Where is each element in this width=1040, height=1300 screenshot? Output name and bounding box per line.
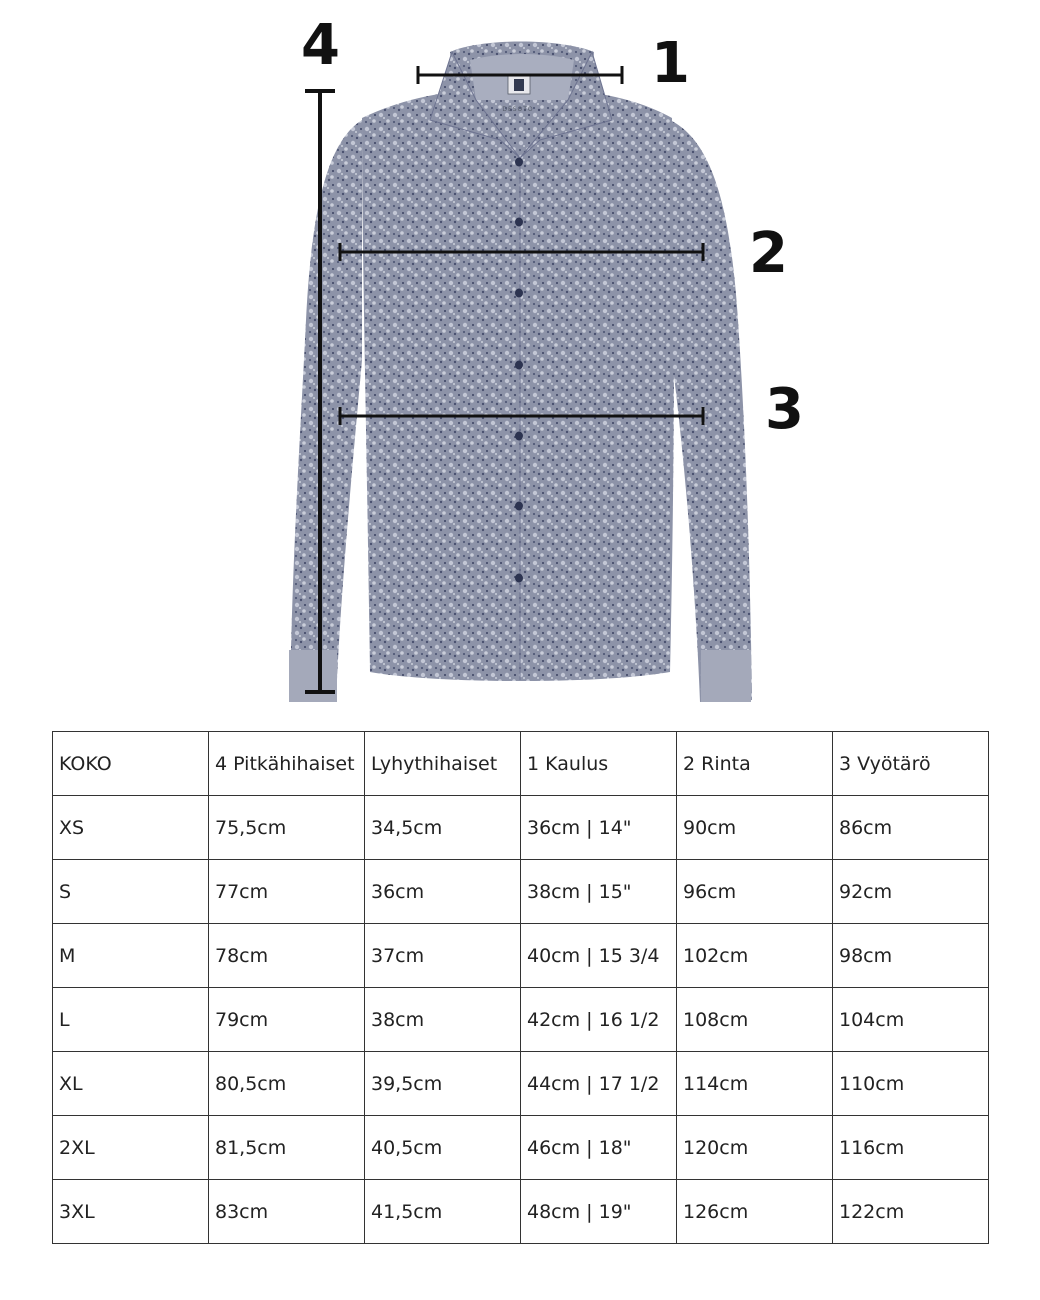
table-cell: 92cm xyxy=(833,860,989,924)
label-logo xyxy=(514,79,524,91)
table-cell: S xyxy=(53,860,209,924)
table-cell: 120cm xyxy=(677,1116,833,1180)
table-cell: 110cm xyxy=(833,1052,989,1116)
table-row xyxy=(53,1052,989,1116)
table-cell: 79cm xyxy=(209,988,365,1052)
table-cell: 44cm | 17 1/2 xyxy=(521,1052,677,1116)
table-cell: 98cm xyxy=(833,924,989,988)
marker-3-waist: 3 xyxy=(765,377,804,442)
table-cell: 78cm xyxy=(209,924,365,988)
table-header-row xyxy=(53,732,989,796)
left-sleeve xyxy=(290,120,362,702)
header-cell-short-sleeve: Lyhythihaiset xyxy=(365,732,521,796)
table-row xyxy=(53,1116,989,1180)
table-cell: 40,5cm xyxy=(365,1116,521,1180)
table-cell: 38cm xyxy=(365,988,521,1052)
table-cell: 90cm xyxy=(677,796,833,860)
right-sleeve xyxy=(670,120,752,702)
table-cell: 80,5cm xyxy=(209,1052,365,1116)
marker-1-collar: 1 xyxy=(651,31,690,96)
table-cell: 46cm | 18" xyxy=(521,1116,677,1180)
table-cell: 40cm | 15 3/4 xyxy=(521,924,677,988)
table-cell: 86cm xyxy=(833,796,989,860)
header-cell-chest: 2 Rinta xyxy=(677,732,833,796)
header-cell-size: KOKO xyxy=(53,732,209,796)
shirt-body xyxy=(362,88,674,681)
table-cell: 108cm xyxy=(677,988,833,1052)
table-row xyxy=(53,988,989,1052)
table-cell: 77cm xyxy=(209,860,365,924)
table-cell: 75,5cm xyxy=(209,796,365,860)
table-row xyxy=(53,796,989,860)
left-cuff xyxy=(289,650,337,702)
table-cell: 38cm | 15" xyxy=(521,860,677,924)
table-cell: XL xyxy=(53,1052,209,1116)
table-cell: 3XL xyxy=(53,1180,209,1244)
table-cell: 41,5cm xyxy=(365,1180,521,1244)
marker-4-length: 4 xyxy=(301,13,340,78)
table-cell: 116cm xyxy=(833,1116,989,1180)
table-cell: 104cm xyxy=(833,988,989,1052)
table-cell: 2XL xyxy=(53,1116,209,1180)
table-cell: M xyxy=(53,924,209,988)
header-cell-collar: 1 Kaulus xyxy=(521,732,677,796)
table-row xyxy=(53,1180,989,1244)
brand-label: DESOTO xyxy=(502,106,534,113)
table-cell: 36cm | 14" xyxy=(521,796,677,860)
header-cell-long-sleeve: 4 Pitkähihaiset xyxy=(209,732,365,796)
table-cell: 39,5cm xyxy=(365,1052,521,1116)
size-table xyxy=(52,731,989,1244)
table-cell: L xyxy=(53,988,209,1052)
table-cell: 37cm xyxy=(365,924,521,988)
table-cell: 126cm xyxy=(677,1180,833,1244)
table-cell: XS xyxy=(53,796,209,860)
table-cell: 48cm | 19" xyxy=(521,1180,677,1244)
right-cuff xyxy=(701,650,751,702)
table-cell: 36cm xyxy=(365,860,521,924)
marker-2-chest: 2 xyxy=(749,221,788,286)
table-cell: 34,5cm xyxy=(365,796,521,860)
table-cell: 102cm xyxy=(677,924,833,988)
table-cell: 114cm xyxy=(677,1052,833,1116)
table-cell: 96cm xyxy=(677,860,833,924)
table-cell: 122cm xyxy=(833,1180,989,1244)
header-cell-waist: 3 Vyötärö xyxy=(833,732,989,796)
table-cell: 42cm | 16 1/2 xyxy=(521,988,677,1052)
table-row xyxy=(53,860,989,924)
table-cell: 81,5cm xyxy=(209,1116,365,1180)
table-cell: 83cm xyxy=(209,1180,365,1244)
table-row xyxy=(53,924,989,988)
